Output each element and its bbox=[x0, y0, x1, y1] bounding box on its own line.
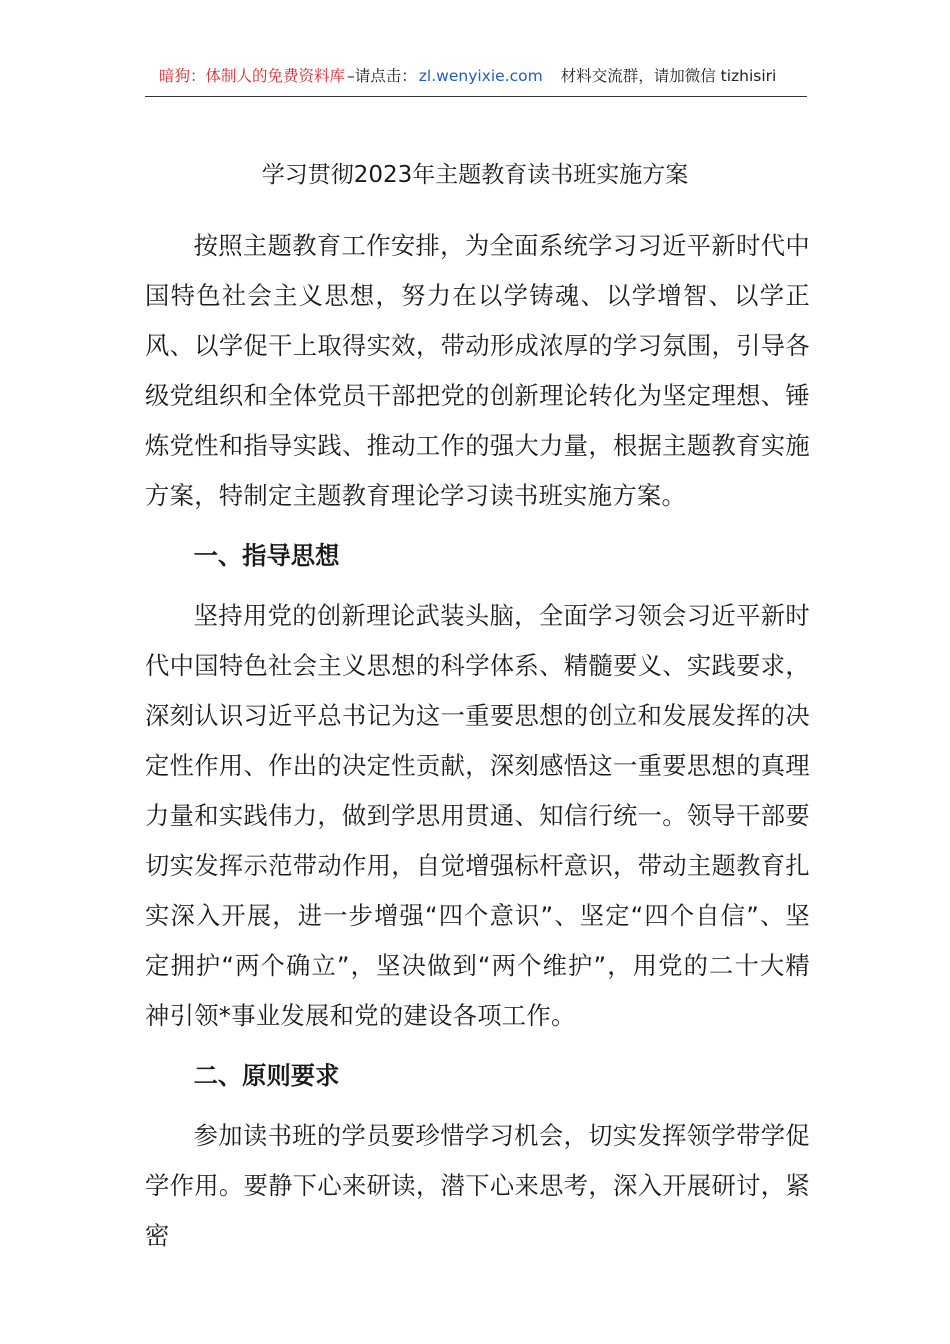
header-link[interactable]: zl.wenyixie.com bbox=[418, 67, 543, 85]
header-contact: 材料交流群，请加微信 tizhisiri bbox=[560, 67, 777, 85]
section-heading-principles: 二、原则要求 bbox=[193, 1061, 340, 1090]
document-title: 学习贯彻2023年主题教育读书班实施方案 bbox=[261, 162, 689, 188]
guiding-thought-paragraph: 坚持用党的创新理论武装头脑，全面学习领会习近平新时代中国特色社会主义思想的科学体系、精髓要义、实践要求，深刻认识习近平总书记为这一重要思想的创立和发展发挥的决定性作用、作出的决定性贡献，深刻感悟这一重要思想的真理力量和实践伟力，做到学思用贯通、知信行统一。领导干部要切实发挥示范带动作用，自觉增强标杆意识，带动主题教育扎实深入开展，进一步增强“四个意识”、坚定“四个自信”、坚定拥护“两个确立”，坚决做到“两个维护”，用党的二十大精神引领*事业发展和党的建设各项工作。 bbox=[145, 601, 810, 1030]
intro-paragraph: 按照主题教育工作安排，为全面系统学习习近平新时代中国特色社会主义思想，努力在以学铸魂、以学增智、以学正风、以学促干上取得实效，带动形成浓厚的学习氛围，引导各级党组织和全体党员干部把党的创新理论转化为坚定理想、锤炼党性和指导实践、推动工作的强大力量，根据主题教育实施方案，特制定主题教育理论学习读书班实施方案。 bbox=[145, 231, 810, 510]
header-brand: 暗狗：体制人的免费资料库 bbox=[159, 67, 346, 85]
section-heading-guiding-thought: 一、指导思想 bbox=[193, 541, 340, 570]
header-prompt: –请点击： bbox=[347, 67, 417, 85]
document-body bbox=[145, 221, 810, 1261]
page-header bbox=[145, 66, 807, 97]
principles-paragraph: 参加读书班的学员要珍惜学习机会，切实发挥领学带学促学作用。要静下心来研读，潜下心来思考，深入开展研讨，紧密 bbox=[145, 1121, 810, 1250]
